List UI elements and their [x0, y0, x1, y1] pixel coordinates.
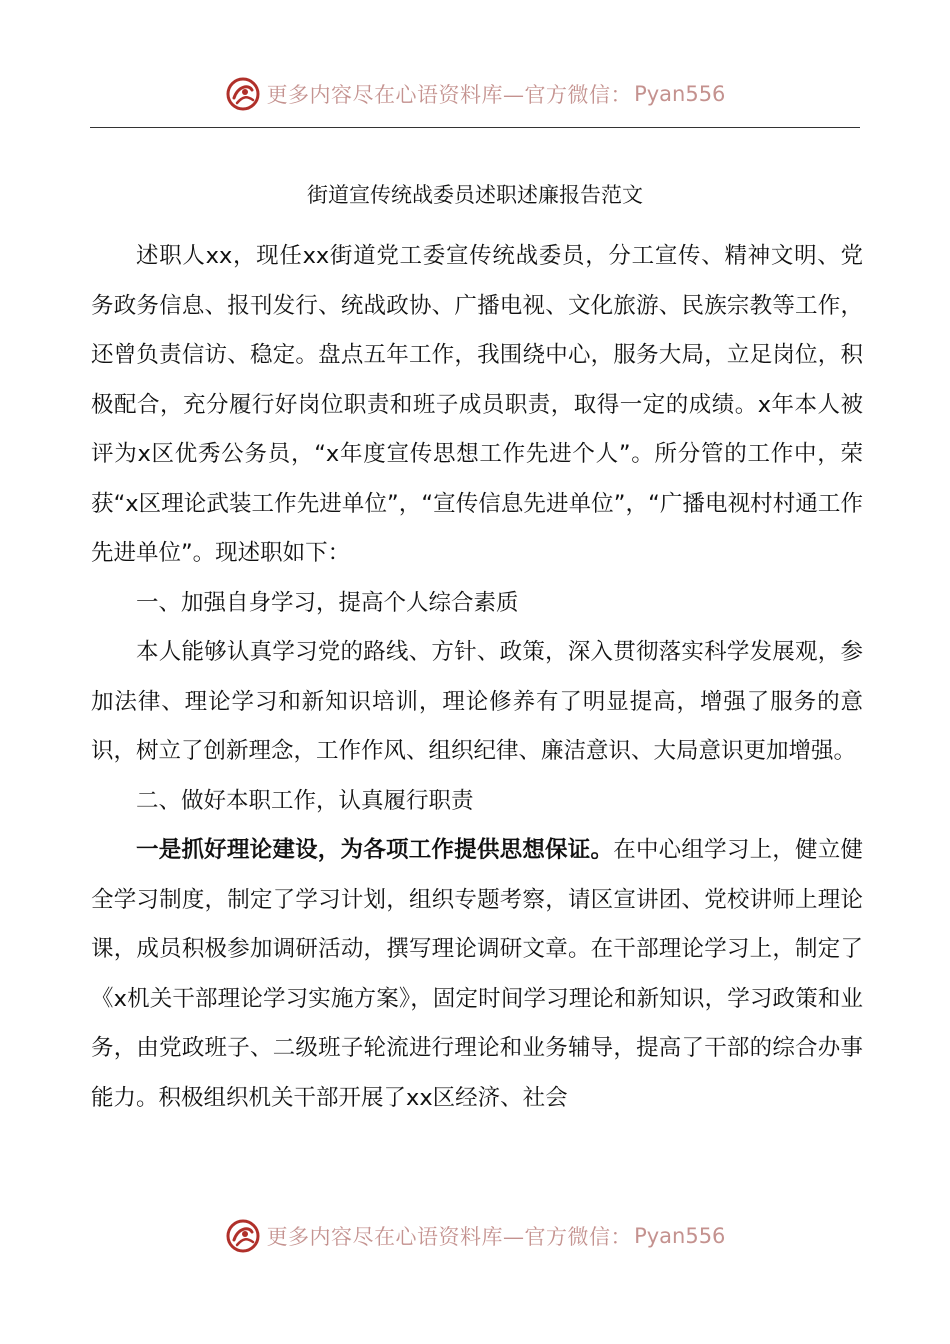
- document-body: [91, 232, 863, 1123]
- section-body-1: 本人能够认真学习党的路线、方针、政策，深入贯彻落实科学发展观，参加法律、理论学习和新知识培训，理论修养有了明显提高，增强了服务的意识，树立了创新理念，工作作风、组织纪律、廉洁意识、大局意识更加增强。: [91, 639, 863, 764]
- logo-icon: [225, 1218, 261, 1254]
- footer-watermark: [0, 1214, 950, 1258]
- section-heading-2: 二、做好本职工作，认真履行职责: [136, 787, 474, 814]
- logo-icon: [225, 76, 261, 112]
- intro-paragraph: 述职人xx，现任xx街道党工委宣传统战委员，分工宣传、精神文明、党务政务信息、报刊发行、统战政协、广播电视、文化旅游、民族宗教等工作，还曾负责信访、稳定。盘点五年工作，我围绕中心，服务大局，立足岗位，积极配合，充分履行好岗位职责和班子成员职责，取得一定的成绩。x年本人被评为x区优秀公务员，“x年度宣传思想工作先进个人”。所分管的工作中，荣获“x区理论武装工作先进单位”，“宣传信息先进单位”，“广播电视村村通工作先进单位”。现述职如下：: [91, 243, 863, 566]
- section-body-2: [91, 826, 863, 1123]
- watermark-wechat-id: Pyan556: [634, 82, 726, 106]
- document-title: 街道宣传统战委员述职述廉报告范文: [307, 183, 643, 207]
- section-body-2-lead: 一是抓好理论建设，为各项工作提供思想保证。: [136, 837, 614, 863]
- watermark-text: 更多内容尽在心语资料库—官方微信：: [266, 83, 633, 107]
- header-watermark: [0, 72, 950, 116]
- section-body-2-text: 在中心组学习上，健立健全学习制度，制定了学习计划，组织专题考察，请区宣讲团、党校讲师上理论课，成员积极参加调研活动，撰写理论调研文章。在干部理论学习上，制定了《x机关干部理论学习实施方案》，固定时间学习理论和新知识，学习政策和业务，由党政班子、二级班子轮流进行理论和业务辅导，提高了干部的综合办事能力。积极组织机关干部开展了xx区经济、社会: [91, 837, 863, 1111]
- header-divider: [90, 127, 860, 128]
- watermark-wechat-id: Pyan556: [634, 1224, 726, 1248]
- watermark-text: 更多内容尽在心语资料库—官方微信：: [266, 1225, 633, 1249]
- section-heading-1: 一、加强自身学习，提高个人综合素质: [136, 589, 519, 616]
